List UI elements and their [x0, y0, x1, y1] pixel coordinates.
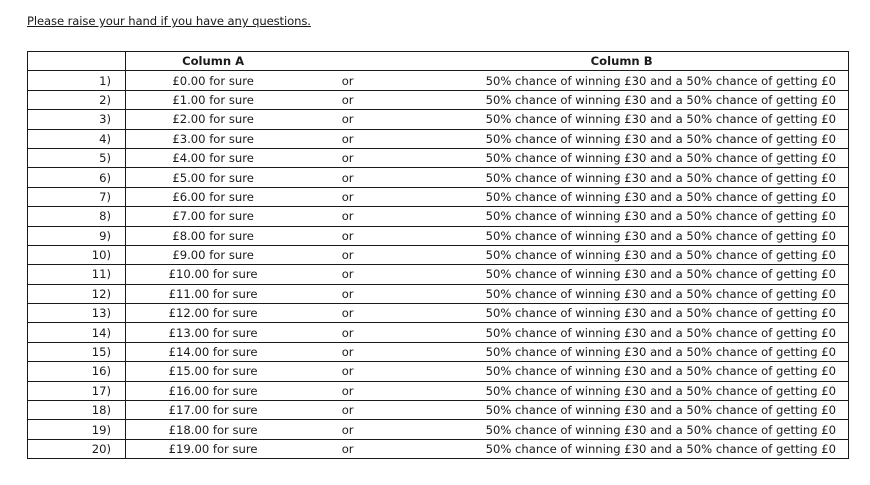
- column-a-cell: £8.00 for sure: [126, 226, 301, 245]
- column-b-cell: 50% chance of winning £30 and a 50% chance of getting £0: [395, 148, 848, 167]
- table-row: [28, 187, 849, 206]
- column-a-cell: £6.00 for sure: [126, 187, 301, 206]
- table-row: [28, 226, 849, 245]
- column-b-cell: 50% chance of winning £30 and a 50% chance of getting £0: [395, 265, 848, 284]
- row-number: 10): [28, 245, 126, 264]
- header-column-b: Column B: [395, 52, 848, 71]
- column-b-cell: 50% chance of winning £30 and a 50% chance of getting £0: [395, 129, 848, 148]
- or-cell: or: [300, 110, 395, 129]
- column-b-cell: 50% chance of winning £30 and a 50% chance of getting £0: [395, 187, 848, 206]
- table-row: [28, 148, 849, 167]
- table-row: [28, 401, 849, 420]
- column-a-cell: £11.00 for sure: [126, 284, 301, 303]
- or-cell: or: [300, 187, 395, 206]
- column-b-cell: 50% chance of winning £30 and a 50% chance of getting £0: [395, 226, 848, 245]
- column-a-cell: £14.00 for sure: [126, 342, 301, 361]
- or-cell: or: [300, 245, 395, 264]
- column-a-cell: £1.00 for sure: [126, 90, 301, 109]
- table-row: [28, 110, 849, 129]
- column-a-cell: £18.00 for sure: [126, 420, 301, 439]
- row-number: 17): [28, 381, 126, 400]
- row-number: 4): [28, 129, 126, 148]
- row-number: 8): [28, 207, 126, 226]
- row-number: 19): [28, 420, 126, 439]
- table-header-row: [28, 52, 849, 71]
- or-cell: or: [300, 401, 395, 420]
- or-cell: or: [300, 71, 395, 90]
- or-cell: or: [300, 207, 395, 226]
- row-number: 14): [28, 323, 126, 342]
- column-b-cell: 50% chance of winning £30 and a 50% chance of getting £0: [395, 342, 848, 361]
- instruction-text: Please raise your hand if you have any questions.: [27, 14, 311, 28]
- column-a-cell: £19.00 for sure: [126, 439, 301, 458]
- row-number: 12): [28, 284, 126, 303]
- header-number: [28, 52, 126, 71]
- column-b-cell: 50% chance of winning £30 and a 50% chance of getting £0: [395, 168, 848, 187]
- or-cell: or: [300, 168, 395, 187]
- or-cell: or: [300, 226, 395, 245]
- column-b-cell: 50% chance of winning £30 and a 50% chance of getting £0: [395, 439, 848, 458]
- table-row: [28, 304, 849, 323]
- column-a-cell: £3.00 for sure: [126, 129, 301, 148]
- column-b-cell: 50% chance of winning £30 and a 50% chance of getting £0: [395, 110, 848, 129]
- column-b-cell: 50% chance of winning £30 and a 50% chance of getting £0: [395, 207, 848, 226]
- row-number: 7): [28, 187, 126, 206]
- row-number: 20): [28, 439, 126, 458]
- or-cell: or: [300, 129, 395, 148]
- column-a-cell: £0.00 for sure: [126, 71, 301, 90]
- column-a-cell: £15.00 for sure: [126, 362, 301, 381]
- header-or: [300, 52, 395, 71]
- row-number: 2): [28, 90, 126, 109]
- table-row: [28, 284, 849, 303]
- table-row: [28, 245, 849, 264]
- table-row: [28, 129, 849, 148]
- row-number: 1): [28, 71, 126, 90]
- table-row: [28, 207, 849, 226]
- row-number: 18): [28, 401, 126, 420]
- or-cell: or: [300, 90, 395, 109]
- row-number: 9): [28, 226, 126, 245]
- row-number: 13): [28, 304, 126, 323]
- or-cell: or: [300, 420, 395, 439]
- column-b-cell: 50% chance of winning £30 and a 50% chance of getting £0: [395, 284, 848, 303]
- header-column-a: Column A: [126, 52, 301, 71]
- column-b-cell: 50% chance of winning £30 and a 50% chance of getting £0: [395, 304, 848, 323]
- column-a-cell: £5.00 for sure: [126, 168, 301, 187]
- table-row: [28, 439, 849, 458]
- column-b-cell: 50% chance of winning £30 and a 50% chance of getting £0: [395, 245, 848, 264]
- column-b-cell: 50% chance of winning £30 and a 50% chance of getting £0: [395, 71, 848, 90]
- column-a-cell: £12.00 for sure: [126, 304, 301, 323]
- column-a-cell: £17.00 for sure: [126, 401, 301, 420]
- table-row: [28, 323, 849, 342]
- or-cell: or: [300, 323, 395, 342]
- column-a-cell: £4.00 for sure: [126, 148, 301, 167]
- or-cell: or: [300, 265, 395, 284]
- table-row: [28, 342, 849, 361]
- table-row: [28, 90, 849, 109]
- table-row: [28, 265, 849, 284]
- or-cell: or: [300, 439, 395, 458]
- table-row: [28, 362, 849, 381]
- column-a-cell: £7.00 for sure: [126, 207, 301, 226]
- row-number: 5): [28, 148, 126, 167]
- column-b-cell: 50% chance of winning £30 and a 50% chance of getting £0: [395, 90, 848, 109]
- column-b-cell: 50% chance of winning £30 and a 50% chance of getting £0: [395, 381, 848, 400]
- table-row: [28, 168, 849, 187]
- column-b-cell: 50% chance of winning £30 and a 50% chance of getting £0: [395, 323, 848, 342]
- column-b-cell: 50% chance of winning £30 and a 50% chance of getting £0: [395, 420, 848, 439]
- row-number: 3): [28, 110, 126, 129]
- table-body: [28, 71, 849, 459]
- column-a-cell: £16.00 for sure: [126, 381, 301, 400]
- column-a-cell: £9.00 for sure: [126, 245, 301, 264]
- row-number: 6): [28, 168, 126, 187]
- row-number: 11): [28, 265, 126, 284]
- table-row: [28, 381, 849, 400]
- row-number: 15): [28, 342, 126, 361]
- table-row: [28, 71, 849, 90]
- or-cell: or: [300, 304, 395, 323]
- or-cell: or: [300, 342, 395, 361]
- row-number: 16): [28, 362, 126, 381]
- column-b-cell: 50% chance of winning £30 and a 50% chance of getting £0: [395, 362, 848, 381]
- or-cell: or: [300, 284, 395, 303]
- column-b-cell: 50% chance of winning £30 and a 50% chance of getting £0: [395, 401, 848, 420]
- column-a-cell: £10.00 for sure: [126, 265, 301, 284]
- column-a-cell: £2.00 for sure: [126, 110, 301, 129]
- column-a-cell: £13.00 for sure: [126, 323, 301, 342]
- choice-table: [27, 51, 849, 459]
- or-cell: or: [300, 362, 395, 381]
- or-cell: or: [300, 148, 395, 167]
- table-row: [28, 420, 849, 439]
- or-cell: or: [300, 381, 395, 400]
